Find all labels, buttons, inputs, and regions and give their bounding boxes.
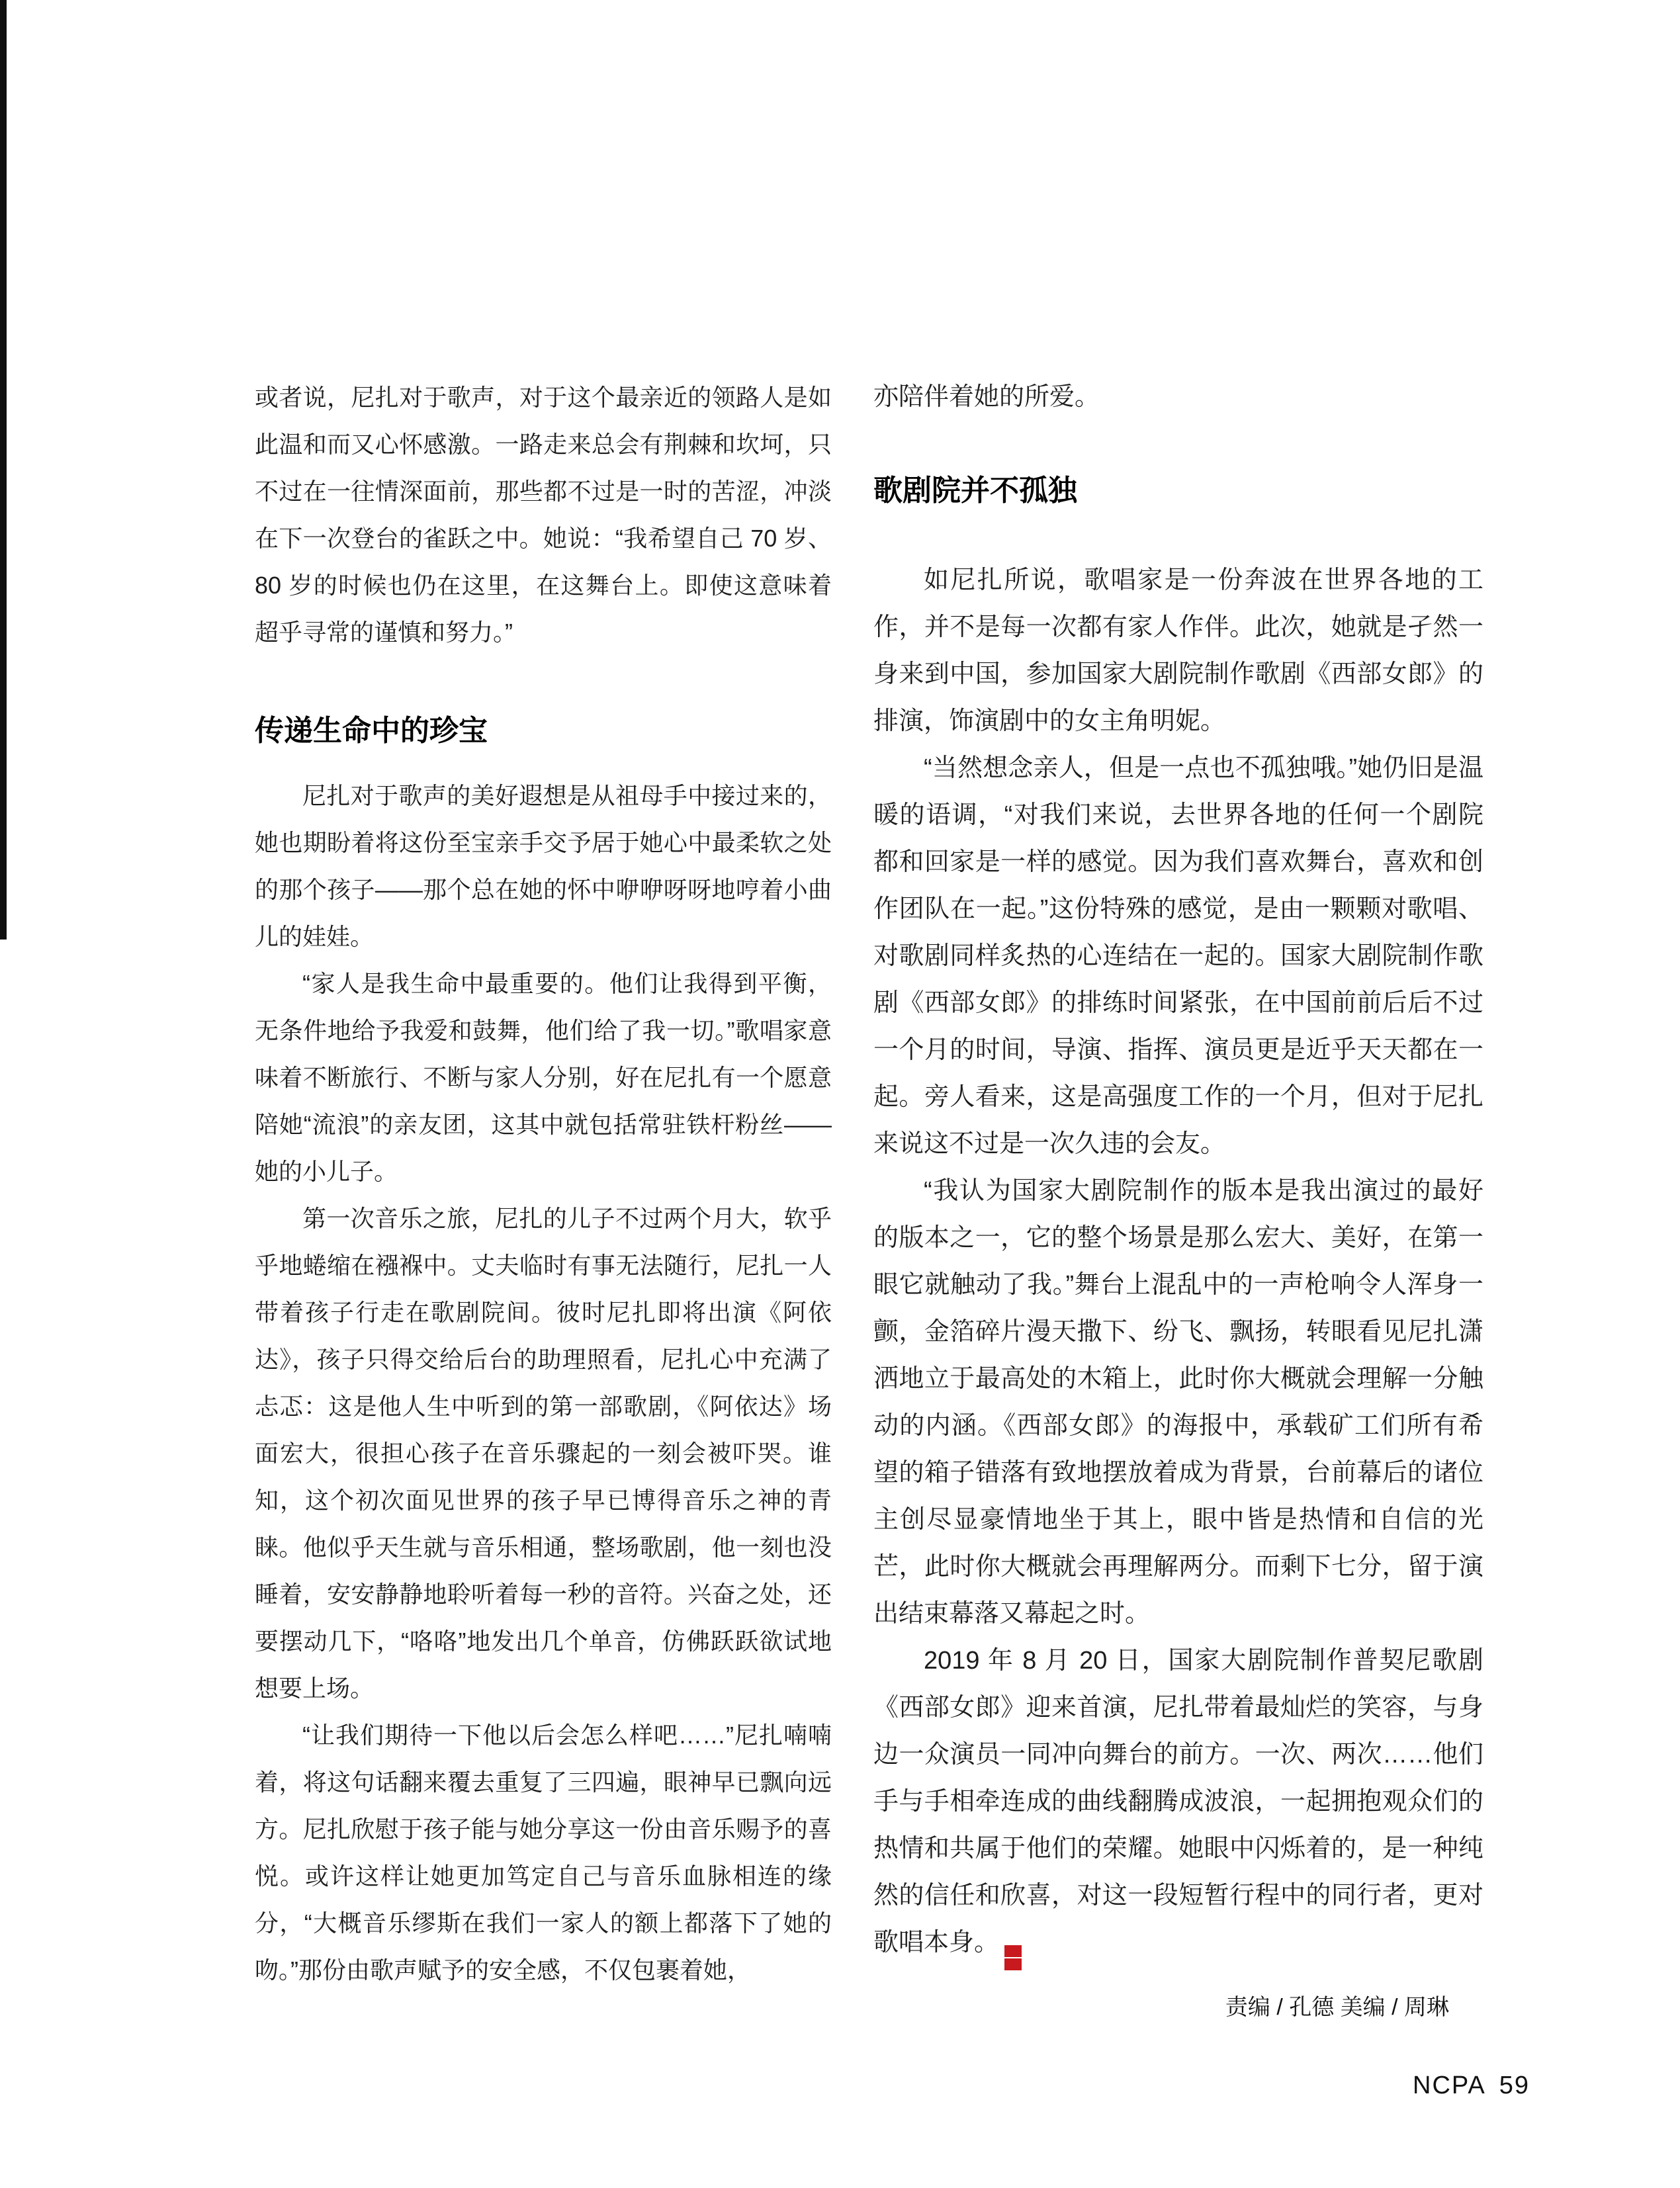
- section-heading-right: 歌剧院并不孤独: [873, 474, 1077, 507]
- paragraph: “让我们期待一下他以后会怎么样吧……”尼扎喃喃着，将这句话翻来覆去重复了三四遍，眼神早已飘向远方。尼扎欣慰于孩子能与她分享这一份由音乐赐予的喜悦。或许这样让她更加笃定自己与音乐血脉相连的缘分，“大概音乐缪斯在我们一家人的额上都落下了她的吻。”那份由歌声赋予的安全感，不仅包裹着她，: [255, 1722, 832, 1984]
- left-column: [255, 374, 832, 1993]
- paragraph: “家人是我生命中最重要的。他们让我得到平衡，无条件地给予我爱和鼓舞，他们给了我一切。”歌唱家意味着不断旅行、不断与家人分别，好在尼扎有一个愿意陪她“流浪”的亲友团，这其中就包括常驻铁杆粉丝——她的小儿子。: [255, 970, 832, 1185]
- page-number: [1413, 2071, 1530, 2100]
- paragraph-text: 2019 年 8 月 20 日，国家大剧院制作普契尼歌剧《西部女郎》迎来首演，尼扎带着最灿烂的笑容，与身边一众演员一同冲向舞台的前方。一次、两次……他们手与手相牵连成的曲线翻腾成波浪，一起拥抱观众们的热情和共属于他们的荣耀。她眼中闪烁着的，是一种纯然的信任和欣喜，对这一段短暂行程中的同行者，更对歌唱本身。: [873, 1647, 1483, 1956]
- seal-text-top: NC: [981, 1947, 1045, 1958]
- paragraph: 尼扎对于歌声的美好遐想是从祖母手中接过来的，她也期盼着将这份至宝亲手交予居于她心中最柔软之处的那个孩子——那个总在她的怀中咿咿呀呀地哼着小曲儿的娃娃。: [255, 782, 832, 950]
- seal-text-bottom: PA: [1032, 1958, 1045, 1968]
- paragraph: [873, 1638, 1483, 1970]
- paragraph: “我认为国家大剧院制作的版本是我出演过的最好的版本之一，它的整个场景是那么宏大、美好，在第一眼它就触动了我。”舞台上混乱中的一声枪响令人浑身一颤，金箔碎片漫天撒下、纷飞、飘扬，转眼看见尼扎潇洒地立于最高处的木箱上，此时你大概就会理解一分触动的内涵。《西部女郎》的海报中，承载矿工们所有希望的箱子错落有致地摆放着成为背景，台前幕后的诸位主创尽显豪情地坐于其上，眼中皆是热情和自信的光芒，此时你大概就会再理解两分。而剩下七分，留于演出结束幕落又幕起之时。: [873, 1177, 1483, 1628]
- paragraph: 第一次音乐之旅，尼扎的儿子不过两个月大，软乎乎地蜷缩在襁褓中。丈夫临时有事无法随行，尼扎一人带着孩子行走在歌剧院间。彼时尼扎即将出演《阿依达》，孩子只得交给后台的助理照看，尼扎心中充满了忐忑：这是他人生中听到的第一部歌剧，《阿依达》场面宏大，很担心孩子在音乐骤起的一刻会被吓哭。谁知，这个初次面见世界的孩子早已博得音乐之神的青睐。他似乎天生就与音乐相通，整场歌剧，他一刻也没睡着，安安静静地聆听着每一秒的音符。兴奋之处，还要摆动几下，“咯咯”地发出几个单音，仿佛跃跃欲试地想要上场。: [255, 1205, 832, 1702]
- page-number-brand: NCPA: [1413, 2072, 1486, 2099]
- credits-line: 责编 / 孔德 美编 / 周琳: [1225, 1995, 1449, 2020]
- right-column: [873, 374, 1483, 1970]
- page-number-value: 59: [1499, 2072, 1530, 2099]
- section-heading-left: 传递生命中的珍宝: [255, 715, 488, 747]
- left-margin-bar: [0, 0, 7, 940]
- paragraph: “当然想念亲人，但是一点也不孤独哦。”她仍旧是温暖的语调，“对我们来说，去世界各地的任何一个剧院都和回家是一样的感觉。因为我们喜欢舞台，喜欢和创作团队在一起。”这份特殊的感觉，是由一颗颗对歌唱、对歌剧同样炙热的心连结在一起的。国家大剧院制作歌剧《西部女郎》的排练时间紧张，在中国前前后后不过一个月的时间，导演、指挥、演员更是近乎天天都在一起。旁人看来，这是高强度工作的一个月，但对于尼扎来说这不过是一次久违的会友。: [873, 754, 1483, 1158]
- paragraph: 或者说，尼扎对于歌声，对于这个最亲近的领路人是如此温和而又心怀感激。一路走来总会有荆棘和坎坷，只不过在一往情深面前，那些都不过是一时的苦涩，冲淡在下一次登台的雀跃之中。她说：“我希望自己 70 岁、80 岁的时候也仍在这里，在这舞台上。即使这意味着超乎寻常的谨慎和努力。”: [255, 384, 832, 646]
- paragraph: 亦陪伴着她的所爱。: [873, 383, 1100, 411]
- paragraph: 如尼扎所说，歌唱家是一份奔波在世界各地的工作，并不是每一次都有家人作伴。此次，她就是孑然一身来到中国，参加国家大剧院制作歌剧《西部女郎》的排演，饰演剧中的女主角明妮。: [873, 566, 1483, 735]
- ncpa-seal-icon: [1004, 1945, 1045, 1970]
